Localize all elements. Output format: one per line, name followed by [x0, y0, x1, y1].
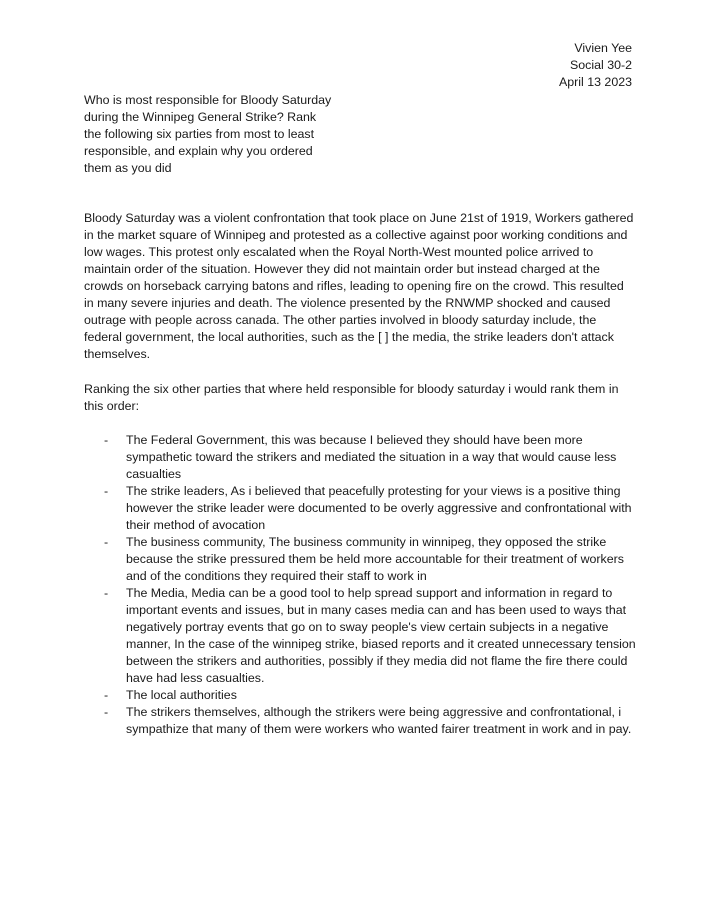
list-dash: -: [104, 586, 109, 600]
list-item-text: The local authorities: [126, 688, 237, 702]
ranking-list: [84, 432, 636, 738]
list-item: [84, 432, 636, 483]
course-name: Social 30-2: [570, 58, 632, 72]
list-item: [84, 534, 636, 585]
intro-paragraph: Bloody Saturday was a violent confrontation that took place on June 21st of 1919, Workers gathered in the market square of Winnipeg and protested as a collective against poor working conditions and low wages. This protest only escalated when the Royal North-West mounted police arrived to maintain order of the situation. However they did not maintain order but instead charged at the crowds on horseback carrying batons and rifles, leading to opening fire on the crowd. This resulted in many severe injuries and death. The violence presented by the RNWMP shocked and caused outrage with people across canada. The other parties involved in bloody saturday include, the federal government, the local authorities, such as the [ ] the media, the strike leaders don't attack themselves.: [84, 211, 634, 361]
list-dash: -: [104, 535, 109, 549]
list-dash: -: [104, 433, 109, 447]
ranking-intro-paragraph: Ranking the six other parties that where held responsible for bloody saturday i would rank them in this order:: [84, 382, 619, 413]
list-item: [84, 687, 636, 704]
author-header: [559, 40, 632, 91]
list-dash: -: [104, 688, 109, 702]
list-dash: -: [104, 705, 109, 719]
list-dash: -: [104, 484, 109, 498]
list-item-text: The Media, Media can be a good tool to help spread support and information in regard to important events and issues, but in many cases media can and has been used to ways that negatively portray events that go on to sway people's view certain subjects in a negative manner, In the case of the winnipeg strike, biased reports and it created unnecessary tension between the strikers and authorities, possibly if they media did not flame the fire there could have had less casualties.: [126, 586, 636, 685]
list-item-text: The strike leaders, As i believed that peacefully protesting for your views is a positive thing however the strike leader were documented to be overly aggressive and confrontational with their method of avocation: [126, 484, 632, 532]
list-item: [84, 704, 636, 738]
list-item-text: The strikers themselves, although the strikers were being aggressive and confrontational, i sympathize that many of them were workers who wanted fairer treatment in work and in pay.: [126, 705, 632, 736]
author-name: Vivien Yee: [574, 41, 632, 55]
list-item: [84, 585, 636, 687]
list-item-text: The Federal Government, this was because I believed they should have been more sympathetic toward the strikers and mediated the situation in a way that would cause less casualties: [126, 433, 617, 481]
essay-question: Who is most responsible for Bloody Saturday during the Winnipeg General Strike? Rank the following six parties from most to least responsible, and explain why you ordered them as you did: [84, 93, 332, 175]
submission-date: April 13 2023: [558, 75, 632, 89]
list-item-text: The business community, The business community in winnipeg, they opposed the strike because the strike pressured them be held more accountable for their treatment of workers and of the conditions they required their staff to work in: [126, 535, 624, 583]
list-item: [84, 483, 636, 534]
